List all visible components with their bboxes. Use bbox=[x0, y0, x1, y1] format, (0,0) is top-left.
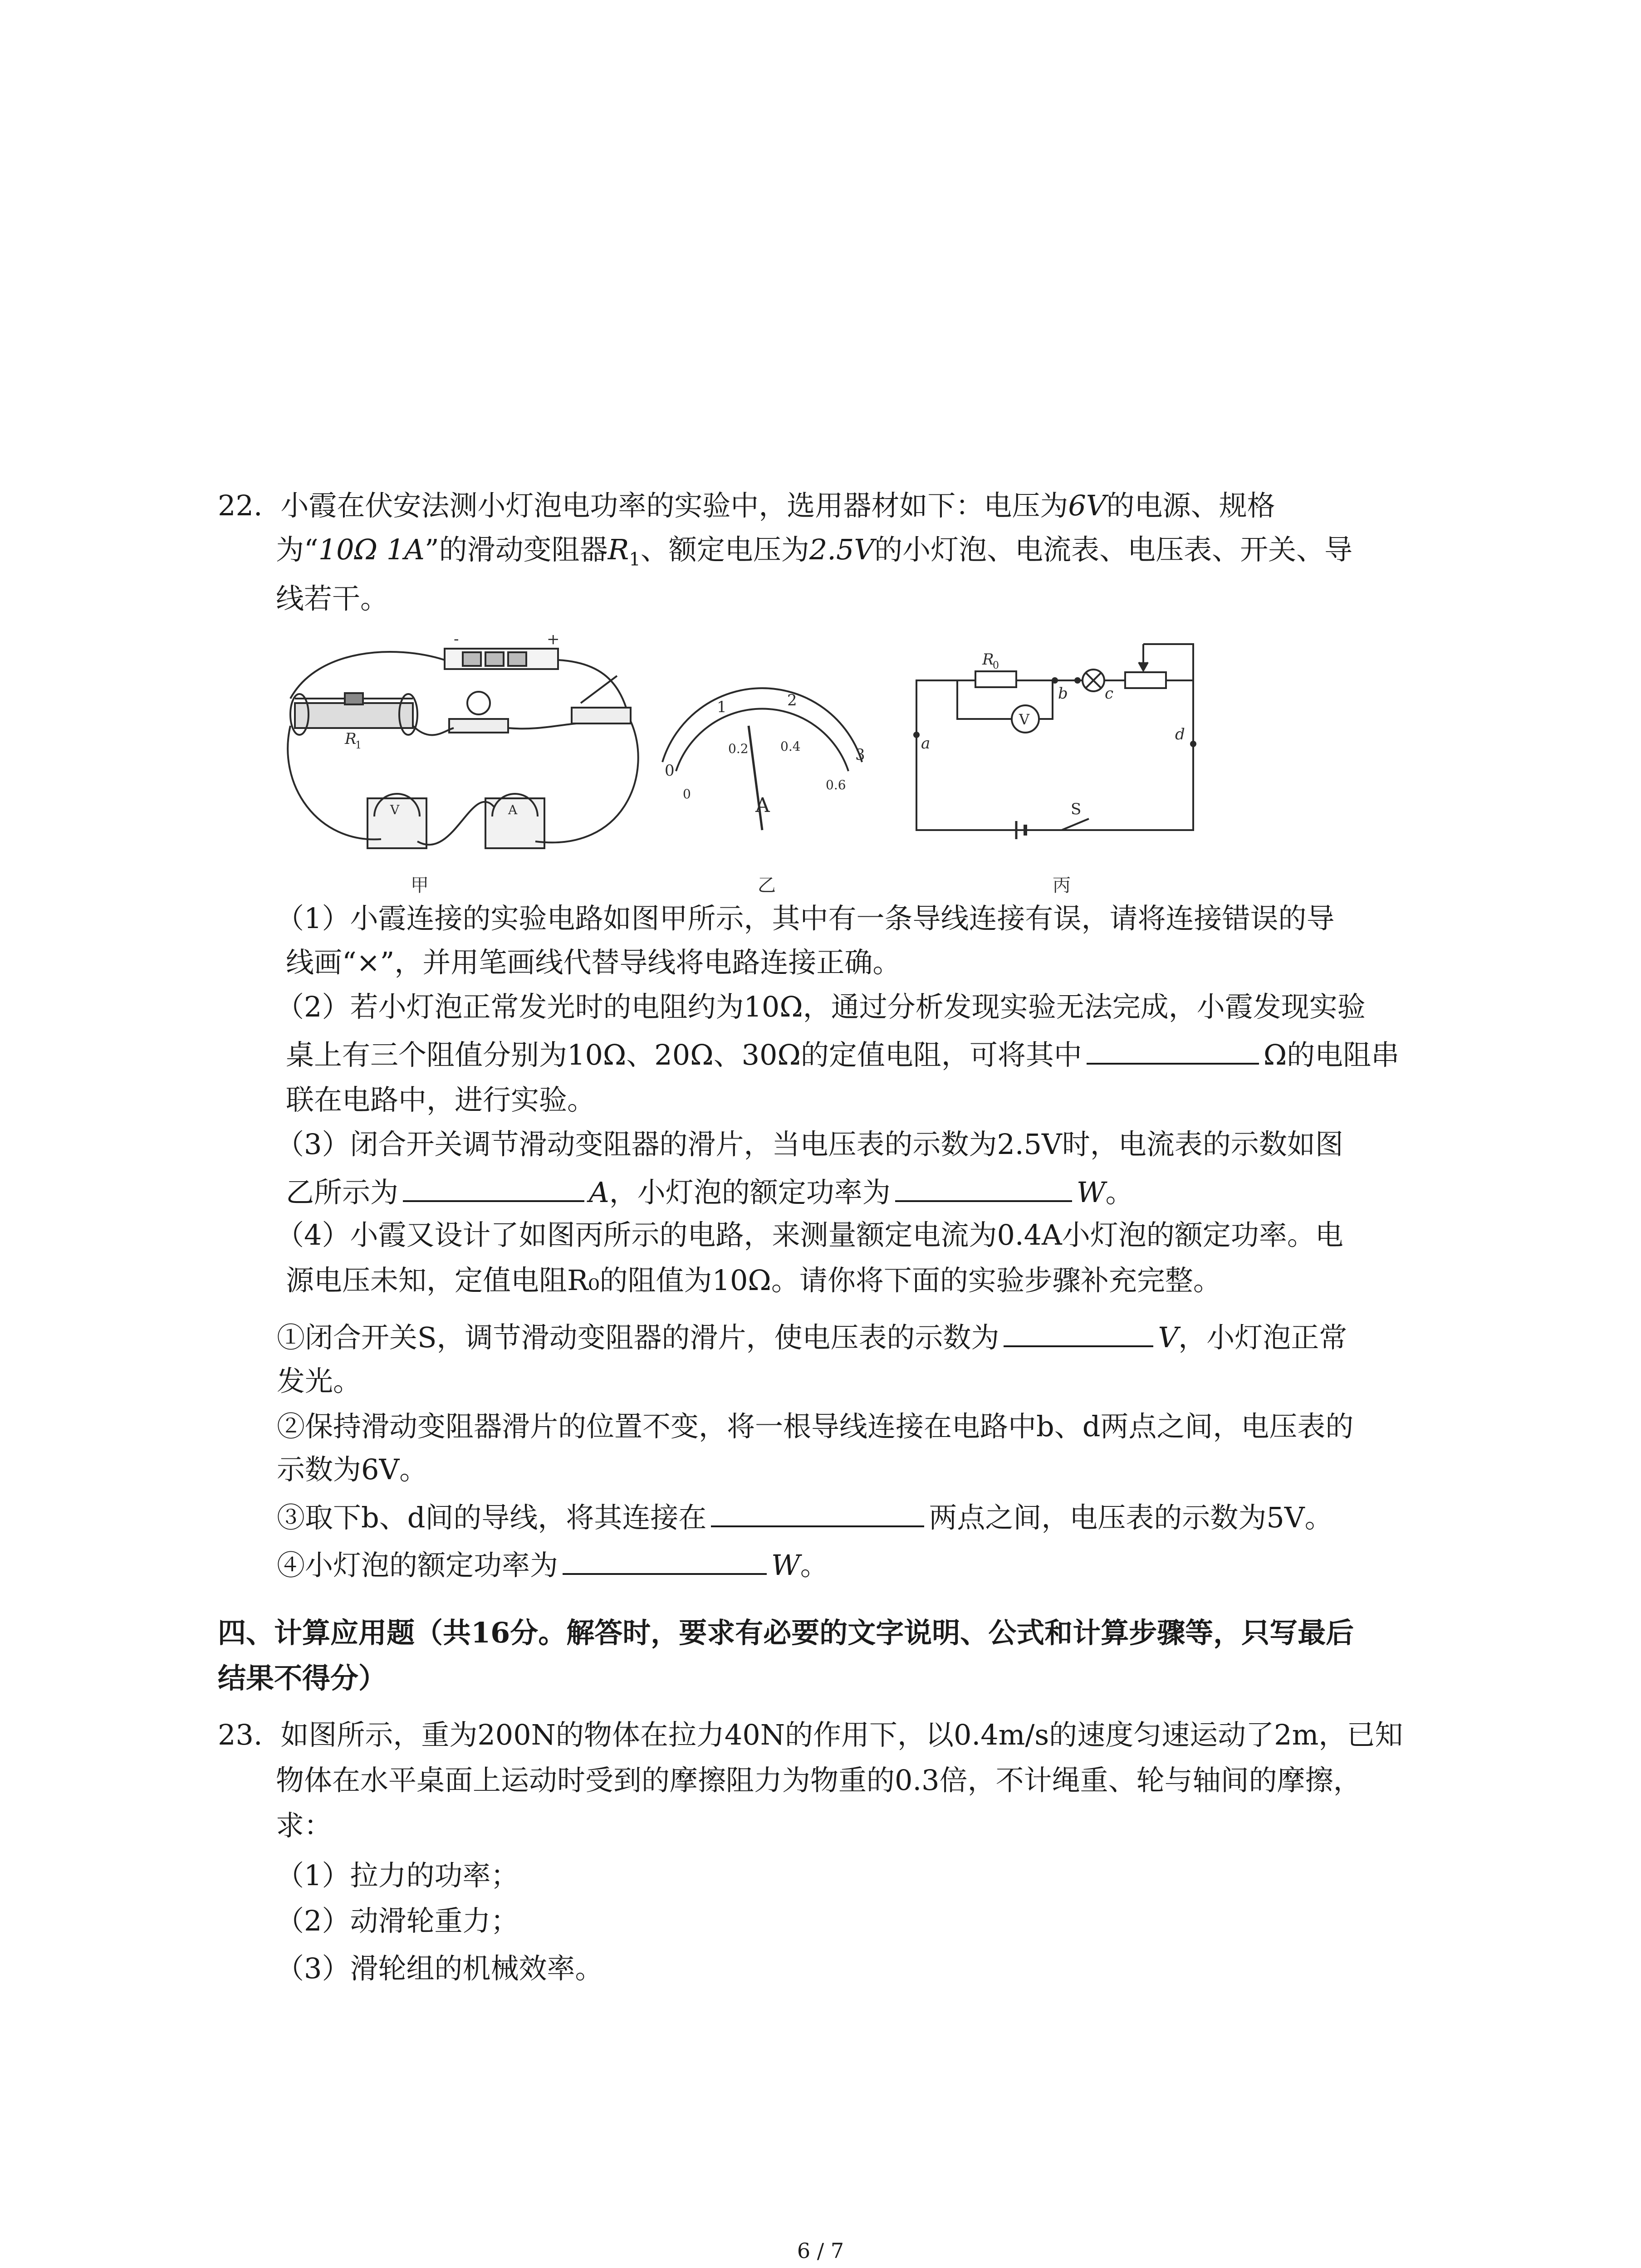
q23-sub-1: （1）拉力的功率； bbox=[276, 1859, 519, 1892]
rheostat-slider bbox=[345, 693, 363, 704]
q22-p2-b: 桌上有三个阻值分别为10Ω、20Ω、30Ω的定值电阻，可将其中 Ω的电阻串 bbox=[286, 1036, 1399, 1073]
label-r1: R bbox=[345, 730, 357, 748]
answer-blank-points[interactable] bbox=[711, 1499, 924, 1527]
section-4-heading-cont: 结果不得分） bbox=[218, 1662, 387, 1695]
battery-cell-1 bbox=[463, 652, 481, 666]
q23-sub-2: （2）动滑轮重力； bbox=[276, 1904, 519, 1937]
scale-top-1: 1 bbox=[717, 698, 727, 716]
scale-top-0: 0 bbox=[665, 762, 675, 780]
r0-resistor bbox=[975, 671, 1016, 687]
label-minus: - bbox=[454, 635, 459, 648]
switch-lever bbox=[581, 676, 617, 703]
q22-step-2: ②保持滑动变阻器滑片的位置不变，将一根导线连接在电路中b、d两点之间，电压表的 bbox=[277, 1410, 1354, 1443]
rheostat-arrow-head bbox=[1139, 662, 1148, 670]
wire-7 bbox=[417, 802, 495, 845]
switch-base bbox=[572, 708, 631, 723]
answer-blank-resistor[interactable] bbox=[1087, 1036, 1259, 1065]
circuit-figures bbox=[281, 635, 1198, 894]
label-r0: R bbox=[982, 650, 994, 669]
q23-line-2: 物体在水平桌面上运动时受到的摩擦阻力为物重的0.3倍，不计绳重、轮与轴间的摩擦， bbox=[276, 1764, 1362, 1797]
q23-line-1: 23. 如图所示，重为200N的物体在拉力40N的作用下，以0.4m/s的速度匀速运动了2m，已知 bbox=[218, 1718, 1403, 1751]
label-point-a: a bbox=[921, 734, 931, 753]
scale-bot-0: 0 bbox=[683, 787, 691, 802]
wire-4 bbox=[413, 726, 454, 735]
ammeter-arc-inner bbox=[676, 709, 848, 771]
q22-p1-b: 线画“×”，并用笔画线代替导线将电路连接正确。 bbox=[286, 946, 901, 979]
label-plus: + bbox=[547, 635, 560, 648]
scale-bot-2: 0.4 bbox=[780, 739, 801, 754]
label-bing: 丙 bbox=[1053, 875, 1071, 894]
q22-p3-b: 乙所示为 A，小灯泡的额定功率为 W。 bbox=[286, 1174, 1134, 1211]
answer-blank-power[interactable] bbox=[895, 1174, 1072, 1202]
answer-blank-voltage[interactable] bbox=[1004, 1319, 1153, 1347]
wire-5 bbox=[508, 723, 576, 728]
battery-cell-3 bbox=[508, 652, 526, 666]
q22-p2-a: （2）若小灯泡正常发光时的电阻约为10Ω，通过分析发现实验无法完成，小霞发现实验 bbox=[276, 990, 1366, 1023]
label-voltmeter-v: V bbox=[1019, 711, 1030, 728]
section-4-heading: 四、计算应用题（共16分。解答时，要求有必要的文字说明、公式和计算步骤等，只写最后 bbox=[218, 1616, 1354, 1649]
wire-2 bbox=[558, 660, 626, 708]
q23-line-3: 求： bbox=[276, 1809, 333, 1842]
bulb-base bbox=[449, 719, 508, 733]
scale-bot-1: 0.2 bbox=[728, 741, 749, 756]
scale-top-3: 3 bbox=[855, 746, 865, 764]
q22-number: 22. bbox=[218, 489, 263, 522]
q22-line-3: 线若干。 bbox=[276, 582, 389, 615]
label-yi: 乙 bbox=[758, 875, 776, 894]
scale-top-2: 2 bbox=[787, 691, 797, 709]
q22-p3-a: （3）闭合开关调节滑动变阻器的滑片，当电压表的示数为2.5V时，电流表的示数如图 bbox=[276, 1128, 1343, 1161]
label-meter-v: V bbox=[390, 802, 400, 817]
q22-step-3: ③取下b、d间的导线，将其连接在 两点之间，电压表的示数为5V。 bbox=[277, 1499, 1333, 1536]
wire-6 bbox=[535, 721, 638, 842]
q22-step-2-cont: 示数为6V。 bbox=[277, 1453, 428, 1486]
q22-p4-b: 源电压未知，定值电阻R₀的阻值为10Ω。请你将下面的实验步骤补充完整。 bbox=[286, 1264, 1221, 1297]
label-switch-s: S bbox=[1071, 800, 1082, 818]
q23-number: 23. bbox=[218, 1718, 263, 1751]
label-point-d: d bbox=[1175, 725, 1185, 743]
label-ammeter-letter: A bbox=[755, 794, 770, 817]
q22-figures bbox=[281, 635, 1198, 894]
label-point-b: b bbox=[1058, 684, 1068, 703]
label-point-c: c bbox=[1105, 684, 1114, 703]
q22-line-1: 22. 小霞在伏安法测小灯泡电功率的实验中，选用器材如下：电压为6V的电源、规格 bbox=[218, 489, 1275, 522]
ammeter-arc-outer bbox=[662, 688, 862, 762]
label-r0-sub: 0 bbox=[993, 660, 999, 671]
q22-step-1-cont: 发光。 bbox=[277, 1364, 362, 1398]
q22-p2-c: 联在电路中，进行实验。 bbox=[286, 1083, 596, 1116]
bulb-glass bbox=[467, 692, 490, 714]
label-r1-sub: 1 bbox=[355, 740, 362, 751]
page-number: 6 / 7 bbox=[797, 2239, 844, 2263]
q23-sub-3: （3）滑轮组的机械效率。 bbox=[276, 1952, 603, 1985]
rheostat-symbol bbox=[1125, 672, 1166, 688]
q22-step-1: ①闭合开关S，调节滑动变阻器的滑片，使电压表的示数为 V，小灯泡正常 bbox=[277, 1319, 1347, 1356]
answer-blank-current[interactable] bbox=[403, 1174, 584, 1202]
answer-blank-rated-power[interactable] bbox=[563, 1547, 767, 1575]
battery-cell-2 bbox=[485, 652, 504, 666]
q22-p4-a: （4）小霞又设计了如图丙所示的电路，来测量额定电流为0.4A小灯泡的额定功率。电 bbox=[276, 1218, 1343, 1251]
scale-bot-3: 0.6 bbox=[826, 777, 846, 792]
label-meter-a: A bbox=[508, 802, 518, 817]
wire-1 bbox=[290, 652, 445, 699]
q22-line-2: 为“10Ω 1A”的滑动变阻器$R_1$、额定电压为2.5V的小灯泡、电流表、电压表、开关、导 bbox=[276, 533, 1353, 570]
rheostat-coil bbox=[295, 703, 413, 728]
q22-p1-a: （1）小霞连接的实验电路如图甲所示，其中有一条导线连接有误，请将连接错误的导 bbox=[276, 902, 1335, 935]
q22-step-4: ④小灯泡的额定功率为 W。 bbox=[277, 1547, 828, 1584]
switch-s-blade bbox=[1062, 819, 1089, 830]
label-jia: 甲 bbox=[411, 875, 429, 894]
